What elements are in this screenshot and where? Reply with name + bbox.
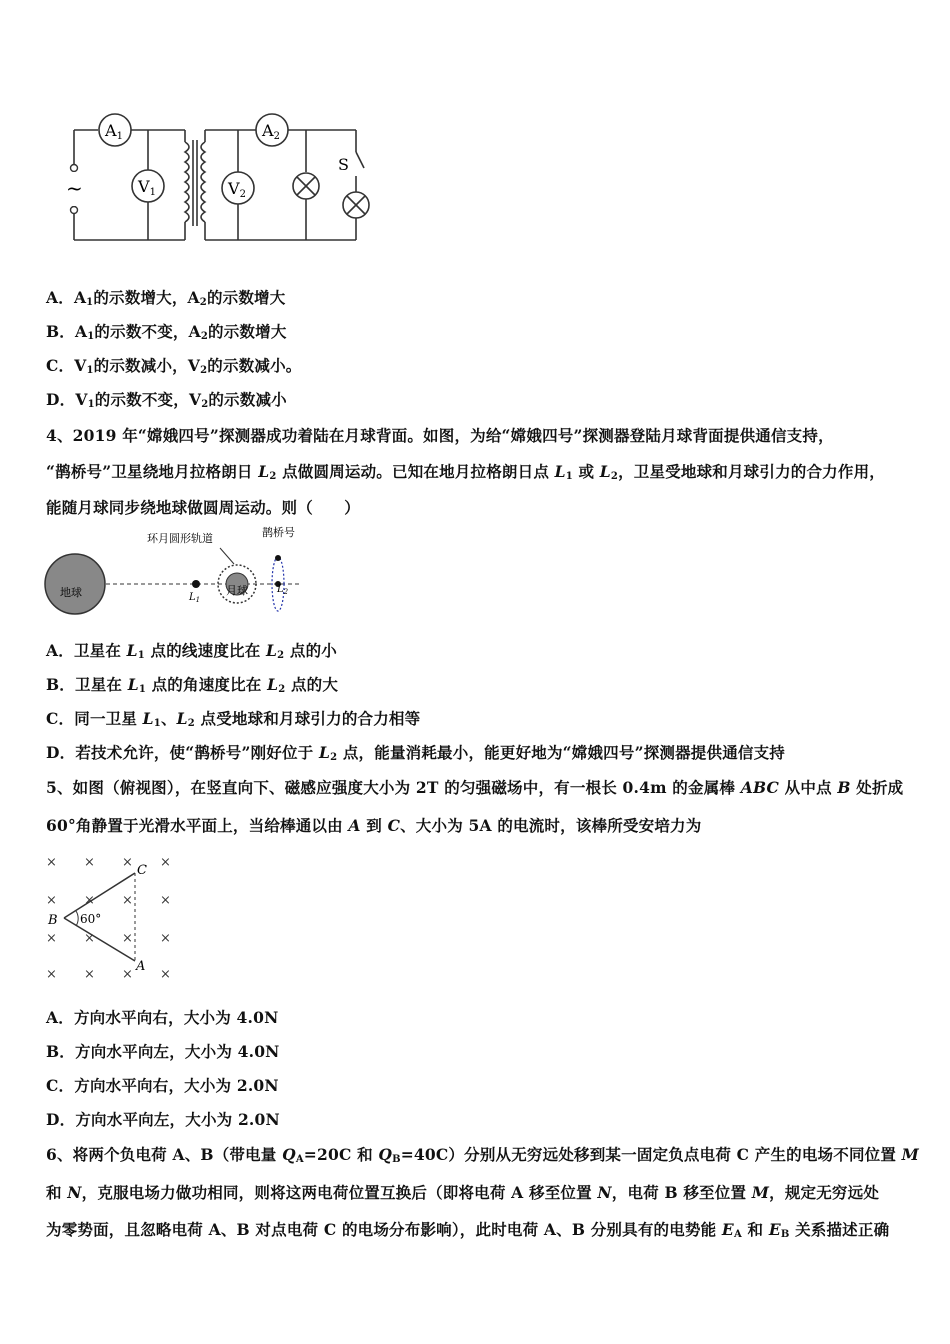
q6-stem-line1: 6、将两个负电荷 A、B（带电量 $Q_A=20C$ 和 $Q_B=40C$）分别从无穷远处移到某一固定负点电荷 C 产生的电场不同位置 M xyxy=(46,1145,920,1165)
earth-moon-lagrange-figure xyxy=(40,522,320,618)
field-cross: × xyxy=(122,931,133,946)
q6-stem-line3: 为零势面，且忽略电荷 A、B 对点电荷 C 的电场分布影响），此时电荷 A、B 分别具有的电势能 $E_A$ 和 $E_B$ 关系描述正确 xyxy=(46,1220,890,1240)
relay-satellite-label: 鹊桥号 xyxy=(262,526,295,539)
field-cross: × xyxy=(122,855,133,870)
q4-option-c: C．同一卫星 $L_1$、$L_2$ 点受地球和月球引力的合力相等 xyxy=(46,709,421,729)
field-cross: × xyxy=(84,855,95,870)
point-c-label: C xyxy=(137,863,147,878)
q3-option-b: B．$A_1$的示数不变，$A_2$的示数增大 xyxy=(46,322,287,342)
field-cross: × xyxy=(84,967,95,982)
q6-stem-line2: 和 N，克服电场力做功相同，则将这两电荷位置互换后（即将电荷 A 移至位置 N，电荷 B 移至位置 M，规定无穷远处 xyxy=(46,1183,880,1202)
field-cross: × xyxy=(46,855,57,870)
transformer-circuit-figure xyxy=(60,112,380,252)
voltmeter-v2-label: V2 xyxy=(228,179,246,200)
field-cross: × xyxy=(160,967,171,982)
field-cross: × xyxy=(46,893,57,908)
magnetic-field-rod-figure xyxy=(40,848,190,986)
orbit-label: 环月圆形轨道 xyxy=(147,532,213,545)
switch-s-label: S xyxy=(338,155,349,174)
angle-label: 60° xyxy=(80,912,102,926)
q4-stem-line1: 4、2019 年“嫦娥四号”探测器成功着陆在月球背面。如图，为给“嫦娥四号”探测器登陆月球背面提供通信支持， xyxy=(46,426,834,445)
q5-option-a: A．方向水平向右，大小为 4.0N xyxy=(46,1008,279,1027)
q3-option-c: C．$V_1$的示数减小，$V_2$的示数减小。 xyxy=(46,356,302,376)
ammeter-a2-label: A2 xyxy=(262,121,280,142)
voltmeter-v1-label: V1 xyxy=(138,177,156,198)
q4-option-d: D．若技术允许，使“鹊桥号”刚好位于 $L_2$ 点，能量消耗最小，能更好地为“嫦娥四号”探测器提供通信支持 xyxy=(46,743,785,763)
point-b-label: B xyxy=(48,913,58,928)
q4-stem-line2: “鹊桥号”卫星绕地月拉格朗日 $L_2$ 点做圆周运动。已知在地月拉格朗日点 $L_1$ 或 $L_2$，卫星受地球和月球引力的合力作用， xyxy=(46,462,885,482)
field-cross: × xyxy=(160,893,171,908)
q4-option-b: B．卫星在 $L_1$ 点的角速度比在 $L_2$ 点的大 xyxy=(46,675,339,695)
q3-option-d: D．$V_1$的示数不变，$V_2$的示数减小 xyxy=(46,390,287,410)
moon-label: 月球 xyxy=(226,584,248,597)
ac-source-symbol: ~ xyxy=(66,176,83,200)
q5-option-c: C．方向水平向右，大小为 2.0N xyxy=(46,1076,279,1095)
q4-option-a: A．卫星在 $L_1$ 点的线速度比在 $L_2$ 点的小 xyxy=(46,641,337,661)
field-cross: × xyxy=(122,967,133,982)
field-cross: × xyxy=(122,893,133,908)
earth-label: 地球 xyxy=(60,586,82,599)
field-cross: × xyxy=(160,855,171,870)
l2-point-label: $L_2$ xyxy=(277,584,289,596)
q5-option-d: D．方向水平向左，大小为 2.0N xyxy=(46,1110,280,1129)
l1-point-label: $L_1$ xyxy=(189,592,201,604)
ammeter-a1-label: A1 xyxy=(105,121,123,142)
field-cross: × xyxy=(84,893,95,908)
q4-stem-line3: 能随月球同步绕地球做圆周运动。则（ ） xyxy=(46,498,361,517)
field-cross: × xyxy=(160,931,171,946)
field-cross: × xyxy=(46,931,57,946)
q3-option-a: A．$A_1$的示数增大，$A_2$的示数增大 xyxy=(46,288,286,308)
field-cross: × xyxy=(46,967,57,982)
q5-stem-line2: 60°角静置于光滑水平面上，当给棒通以由 A 到 C、大小为 5A 的电流时，该棒所受安培力为 xyxy=(46,816,702,835)
point-a-label: A xyxy=(136,959,146,974)
q5-option-b: B．方向水平向左，大小为 4.0N xyxy=(46,1042,280,1061)
field-cross: × xyxy=(84,931,95,946)
q5-stem-line1: 5、如图（俯视图），在竖直向下、磁感应强度大小为 2T 的匀强磁场中，有一根长 0.4m 的金属棒 ABC 从中点 B 处折成 xyxy=(46,778,904,797)
